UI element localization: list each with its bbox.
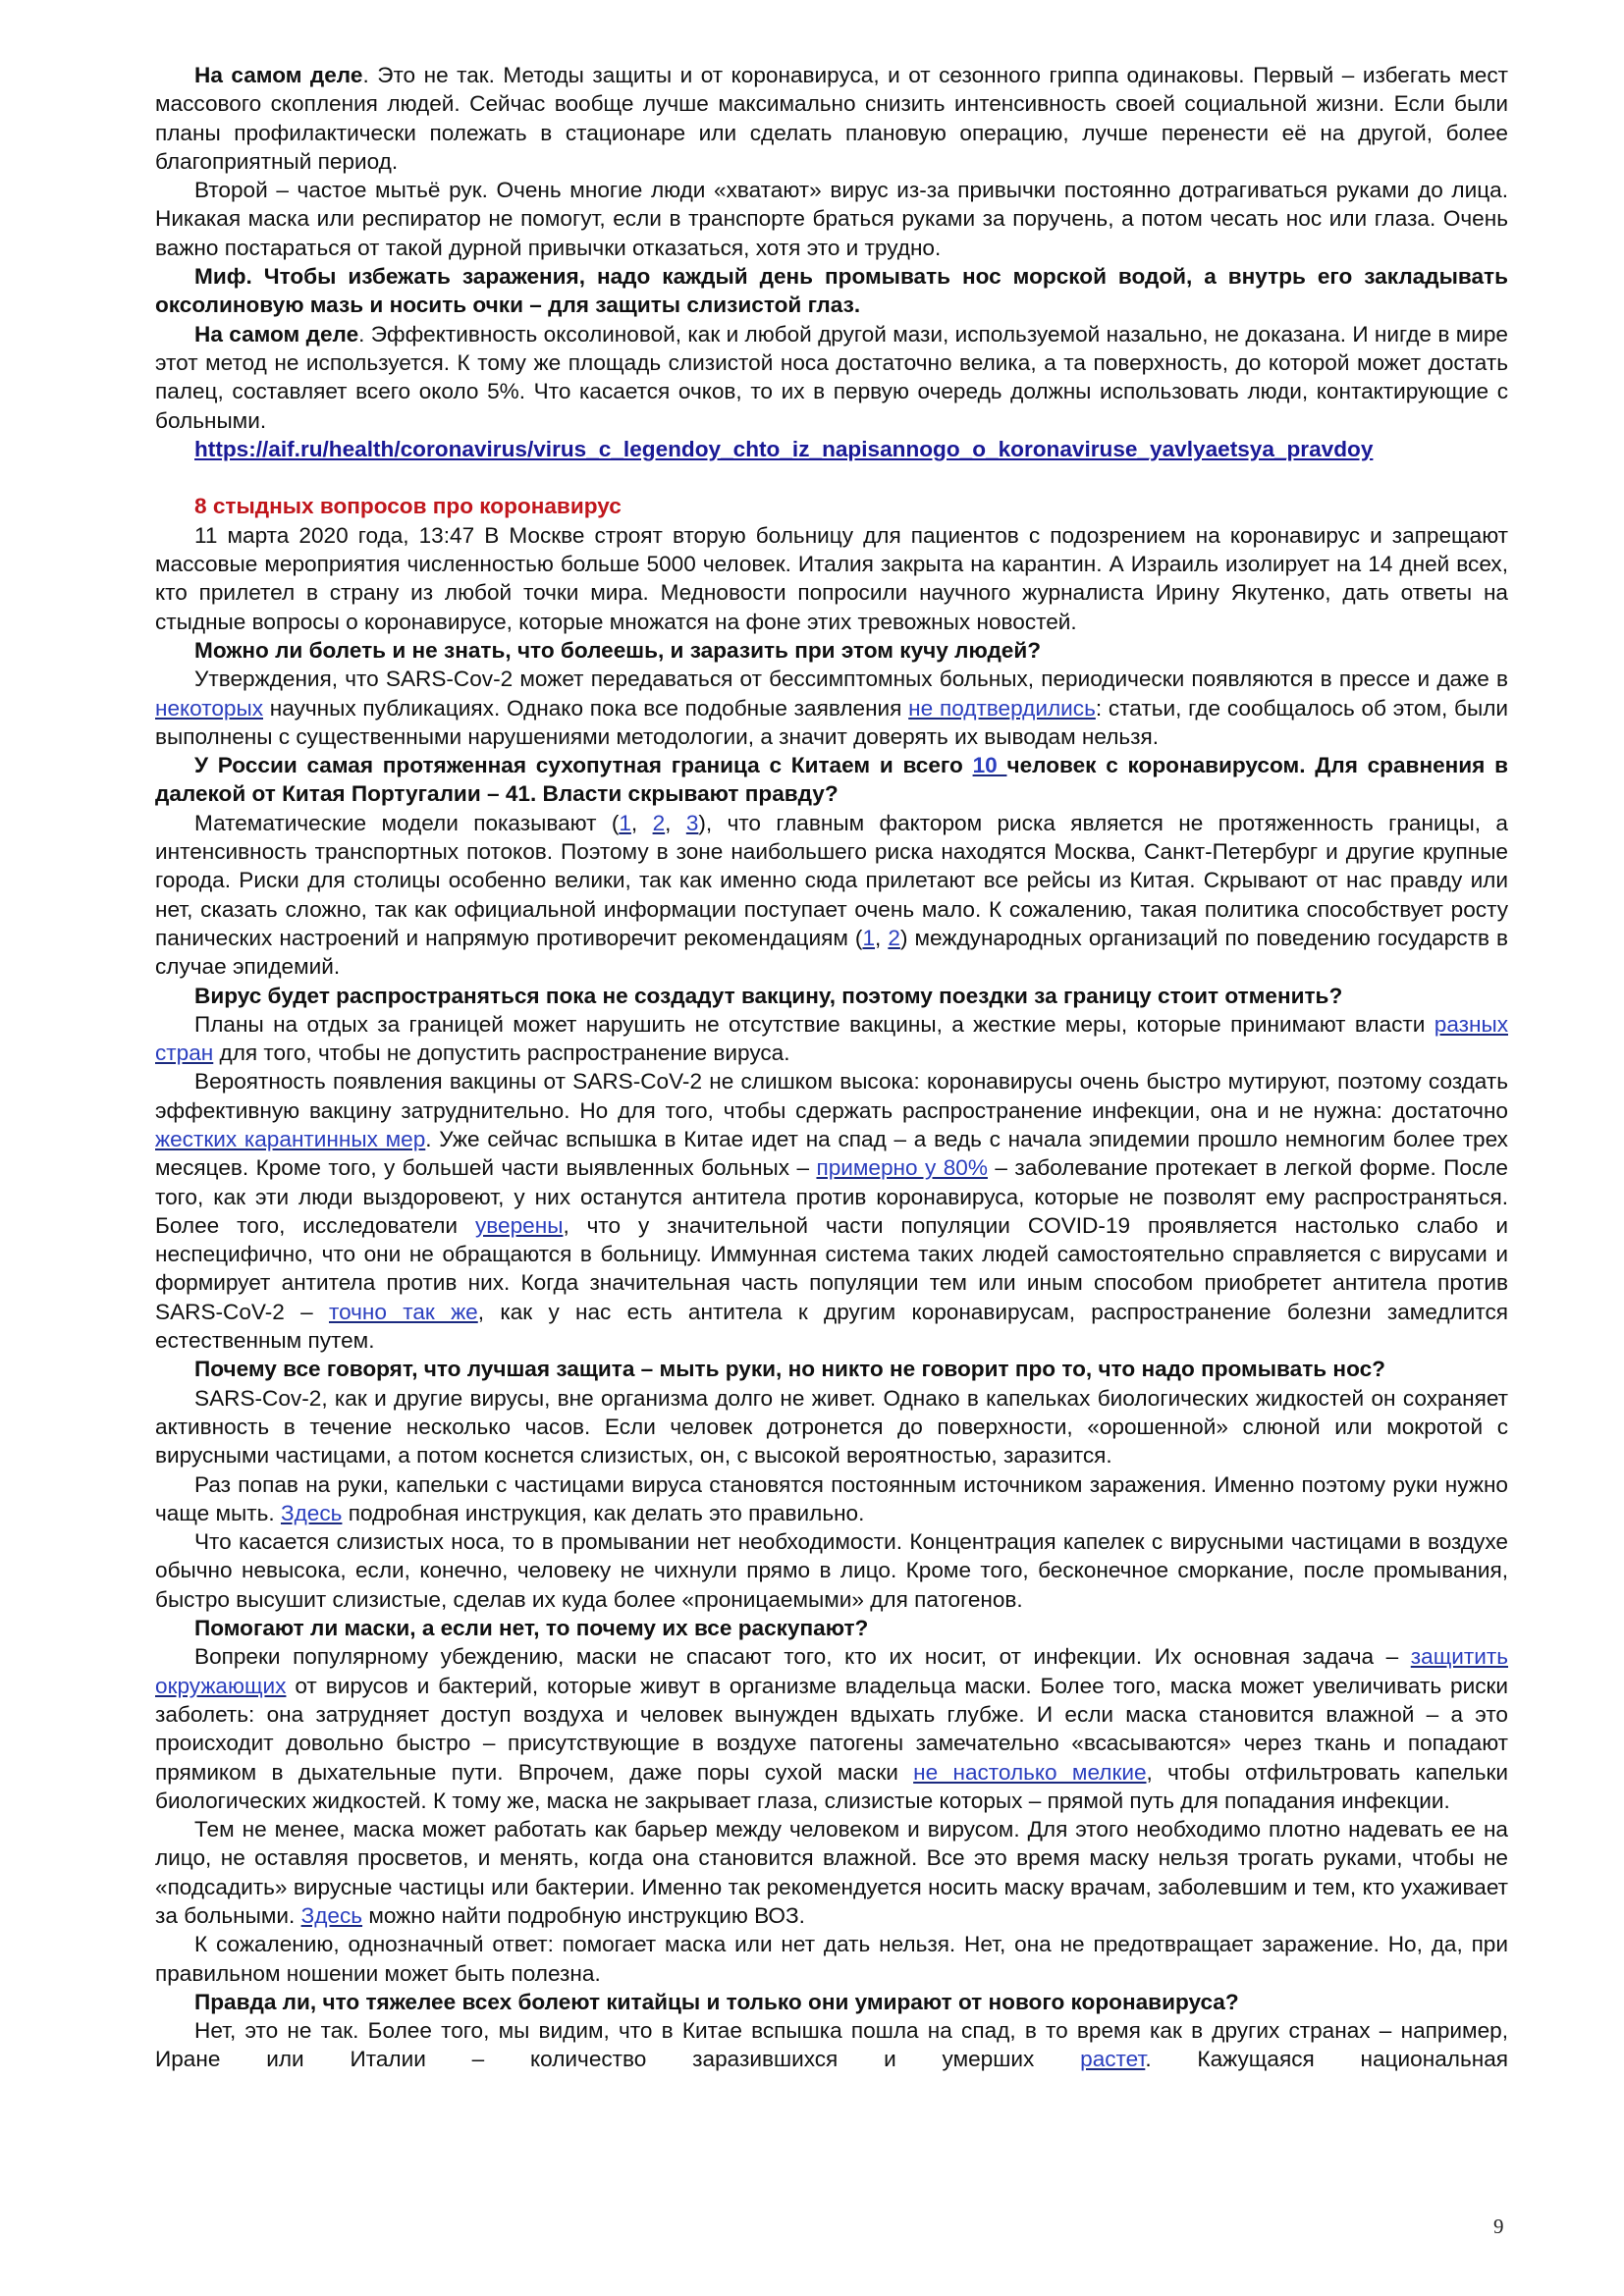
link-confident[interactable]: уверены xyxy=(474,1212,564,1238)
question-6: Правда ли, что тяжелее всех болеют китайцы и только они умирают от нового коронавируса? xyxy=(194,1989,1239,2014)
link-growing[interactable]: растет xyxy=(1080,2047,1146,2072)
question-4: Почему все говорят, что лучшая защита – мыть руки, но никто не говорит про то, что надо промывать нос? xyxy=(194,1357,1385,1382)
link-different-countries[interactable]: разных стран xyxy=(155,1011,1508,1066)
link-about-80-percent[interactable]: примерно у 80% xyxy=(816,1155,988,1181)
answer-3b: Вероятность появления вакцины от SARS-CoV-2 не слишком высока: коронавирусы очень быстро мутируют, поэтому создать эффективную вакцину затруднительно. Но для того, чтобы сдержать распространение инфекции, она и не нужна: достаточно жестких карантинных мер. Уже сейчас вспышка в Китае идет на спад – а ведь с начала эпидемии прошло немногим более трех месяцев. Кроме того, у большей части выявленных больных – примерно у 80% – заболевание протекает в легкой форме. После того, как эти люди выздоровеют, у них останутся антитела против коронавируса, которые не позволят ему распространяться. Более того, исследователи уверены, что у значительной части популяции COVID-19 проявляется настолько слабо и неспецифично, что они не обращаются в больницу. Иммунная система таких людей самостоятельно справляется с вирусами и формирует антитела против них. Когда значительная часть популяции тем или иным способом приобретет антитела против SARS-CoV-2 – точно так же, как у нас есть антитела к другим коронавирусам, распространение болезни замедлится естественным путем. xyxy=(155,1069,1509,1354)
link-here-who-instructions[interactable]: Здесь xyxy=(300,1903,363,1928)
question-2: У России самая протяженная сухопутная граница с Китаем и всего 10 человек с коронавирусом. Для сравнения в далекой от Китая Португалии – 41. Власти скрывают правду? xyxy=(155,753,1509,807)
page-number: 9 xyxy=(1493,2215,1504,2238)
link-same-way[interactable]: точно так же xyxy=(328,1299,478,1324)
document-page xyxy=(155,61,1508,2074)
article-intro: 11 марта 2020 года, 13:47 В Москве строят вторую больницу для пациентов с подозрением на коронавирус и запрещают массовые мероприятия численностью больше 5000 человек. Италия закрыта на карантин. А Израиль изолирует на 14 дней всех, кто прилетел в страну из любой точки мира. Медновости попросили научного журналиста Ирину Якутенко, дать ответы на стыдные вопросы о коронавирусе, которые множатся на фоне этих тревожных новостей. xyxy=(155,522,1508,634)
link-10-cases[interactable]: 10 xyxy=(972,753,1007,778)
answer-2: Математические модели показывают (1, 2, 3), что главным фактором риска является не протяженность границы, а интенсивность транспортных потоков. Поэтому в зоне наибольшего риска находятся Москва, Санкт-Петербург и другие крупные города. Риски для столицы особенно велики, так как именно сюда прилетают все рейсы из Китая. Скрывают от нас правду или нет, сказать сложно, так как официальной информации поступает очень мало. К сожалению, такая политика способствует росту панических настроений и напрямую противоречит рекомендациям (1, 2) международных организаций по поведению государств в случае эпидемий. xyxy=(155,810,1508,980)
link-quarantine-measures[interactable]: жестких карантинных мер xyxy=(155,1126,426,1151)
link-recommendation-1[interactable]: 1 xyxy=(862,925,876,950)
lead-bold: На самом деле xyxy=(194,63,363,87)
link-some-publications[interactable]: некоторых xyxy=(155,695,264,721)
link-ref-1[interactable]: 1 xyxy=(619,810,631,835)
article-heading: 8 стыдных вопросов про коронавирус xyxy=(194,494,622,519)
link-ref-2[interactable]: 2 xyxy=(652,810,666,835)
answer-5b: Тем не менее, маска может работать как барьер между человеком и вирусом. Для этого необходимо плотно надевать ее на лицо, не оставляя просветов, и менять, когда она становится влажной. Все это время маску нельзя трогать руками, чтобы не «подсадить» вирусные частицы или бактерии. Именно так рекомендуется носить маску врачам, заболевшим и тем, кто ухаживает за больными. Здесь можно найти подробную инструкцию ВОЗ. xyxy=(155,1817,1508,1928)
link-ref-3[interactable]: 3 xyxy=(685,810,699,835)
answer-6: Нет, это не так. Более того, мы видим, что в Китае вспышка пошла на спад, в то время как в других странах – например, Иране или Италии – количество заразившихся и умерших растет. Кажущаяся национальная xyxy=(155,2018,1508,2072)
answer-5c: К сожалению, однозначный ответ: помогает маска или нет дать нельзя. Нет, она не предотвращает заражение. Но, да, при правильном ношении может быть полезна. xyxy=(155,1932,1508,1986)
answer-3a: Планы на отдых за границей может нарушить не отсутствие вакцины, а жесткие меры, которые принимают власти разных стран для того, чтобы не допустить распространение вируса. xyxy=(155,1011,1508,1066)
blank-line xyxy=(155,463,1508,492)
paragraph-hand-washing: Второй – частое мытьё рук. Очень многие люди «хватают» вирус из-за привычки постоянно дотрагиваться руками до лица. Никакая маска или респиратор не помогут, если в транспорте браться руками за поручень, а потом чесать нос или глаза. Очень важно постараться от такой дурной привычки отказаться, хотя это и трудно. xyxy=(155,178,1508,260)
myth-statement: Миф. Чтобы избежать заражения, надо каждый день промывать нос морской водой, а внутрь его закладывать оксолиновую мазь и носить очки – для защиты слизистой глаз. xyxy=(155,264,1508,318)
question-5: Помогают ли маски, а если нет, то почему их все раскупают? xyxy=(194,1616,869,1641)
question-3: Вирус будет распространяться пока не создадут вакцину, поэтому поездки за границу стоит отменить? xyxy=(194,983,1343,1008)
link-here-instructions[interactable]: Здесь xyxy=(280,1500,343,1525)
answer-4a: SARS-Cov-2, как и другие вирусы, вне организма долго не живет. Однако в капельках биологических жидкостей он сохраняет активность в течение несколько часов. Если человек дотронется до поверхности, «орошенной» слюной или мокротой с вирусными частицами, а потом коснется слизистых, он, с высокой вероятностью, заразится. xyxy=(155,1385,1508,1468)
answer-1: Утверждения, что SARS-Cov-2 может передаваться от бессимптомных больных, периодически появляются в прессе и даже в некоторых научных публикациях. Однако пока все подобные заявления не подтвердились: статьи, где сообщалось об этом, были выполнены с существенными нарушениями методологии, а значит доверять их выводам нельзя. xyxy=(155,667,1508,749)
link-not-confirmed[interactable]: не подтвердились xyxy=(908,695,1096,721)
paragraph-in-reality-2: На самом деле. Эффективность оксолиновой, как и любой другой мази, используемой назально, не доказана. И нигде в мире этот метод не используется. К тому же площадь слизистой носа достаточно велика, а та поверхность, до которой может достать палец, составляет всего около 5%. Что касается очков, то их в первую очередь должны использовать люди, контактирующие с больными. xyxy=(155,321,1508,433)
link-not-that-small[interactable]: не настолько мелкие xyxy=(913,1759,1147,1785)
question-1: Можно ли болеть и не знать, что болеешь, и заразить при этом кучу людей? xyxy=(194,637,1042,663)
source-link[interactable]: https://aif.ru/health/coronavirus/virus_c_legendoy_chto_iz_napisannogo_o_koronaviruse_yavlyaetsya_pravdoy xyxy=(194,436,1374,461)
answer-5a: Вопреки популярному убеждению, маски не спасают того, кто их носит, от инфекции. Их основная задача – защитить окружающих от вирусов и бактерий, которые живут в организме владельца маски. Более того, маска может увеличивать риски заболеть: она затрудняет доступ воздуха и человек вынужден вдыхать глубже. И если маска становится влажной – а это происходит довольно быстро – присутствующие в воздухе патогены замечательно «всасываются» через ткань и попадают прямиком в дыхательные пути. Впрочем, даже поры сухой маски не настолько мелкие, чтобы отфильтровать капельки биологических жидкостей. К тому же, маска не закрывает глаза, слизистые которых – прямой путь для попадания инфекции. xyxy=(155,1644,1508,1813)
link-recommendation-2[interactable]: 2 xyxy=(888,925,900,950)
answer-4b: Раз попав на руки, капельки с частицами вируса становятся постоянным источником заражения. Именно поэтому руки нужно чаще мыть. Здесь подробная инструкция, как делать это правильно. xyxy=(155,1471,1508,1525)
source-link-line xyxy=(155,435,1508,463)
link-protect-others[interactable]: защитить окружающих xyxy=(155,1644,1508,1698)
lead-bold: На самом деле xyxy=(194,321,359,347)
paragraph-in-reality-1: На самом деле. Это не так. Методы защиты и от коронавируса, и от сезонного гриппа одинаковы. Первый – избегать мест массового скопления людей. Сейчас вообще лучше максимально снизить интенсивность своей социальной жизни. Если были планы профилактически полежать в стационаре или сделать плановую операцию, лучше перенести её на другой, более благоприятный период. xyxy=(155,63,1508,174)
answer-4c: Что касается слизистых носа, то в промывании нет необходимости. Концентрация капелек с вирусными частицами в воздухе обычно невысока, если, конечно, человеку не чихнули прямо в лицо. Кроме того, бесконечное сморкание, после промывания, быстро высушит слизистые, сделав их куда более «проницаемыми» для патогенов. xyxy=(155,1529,1508,1612)
